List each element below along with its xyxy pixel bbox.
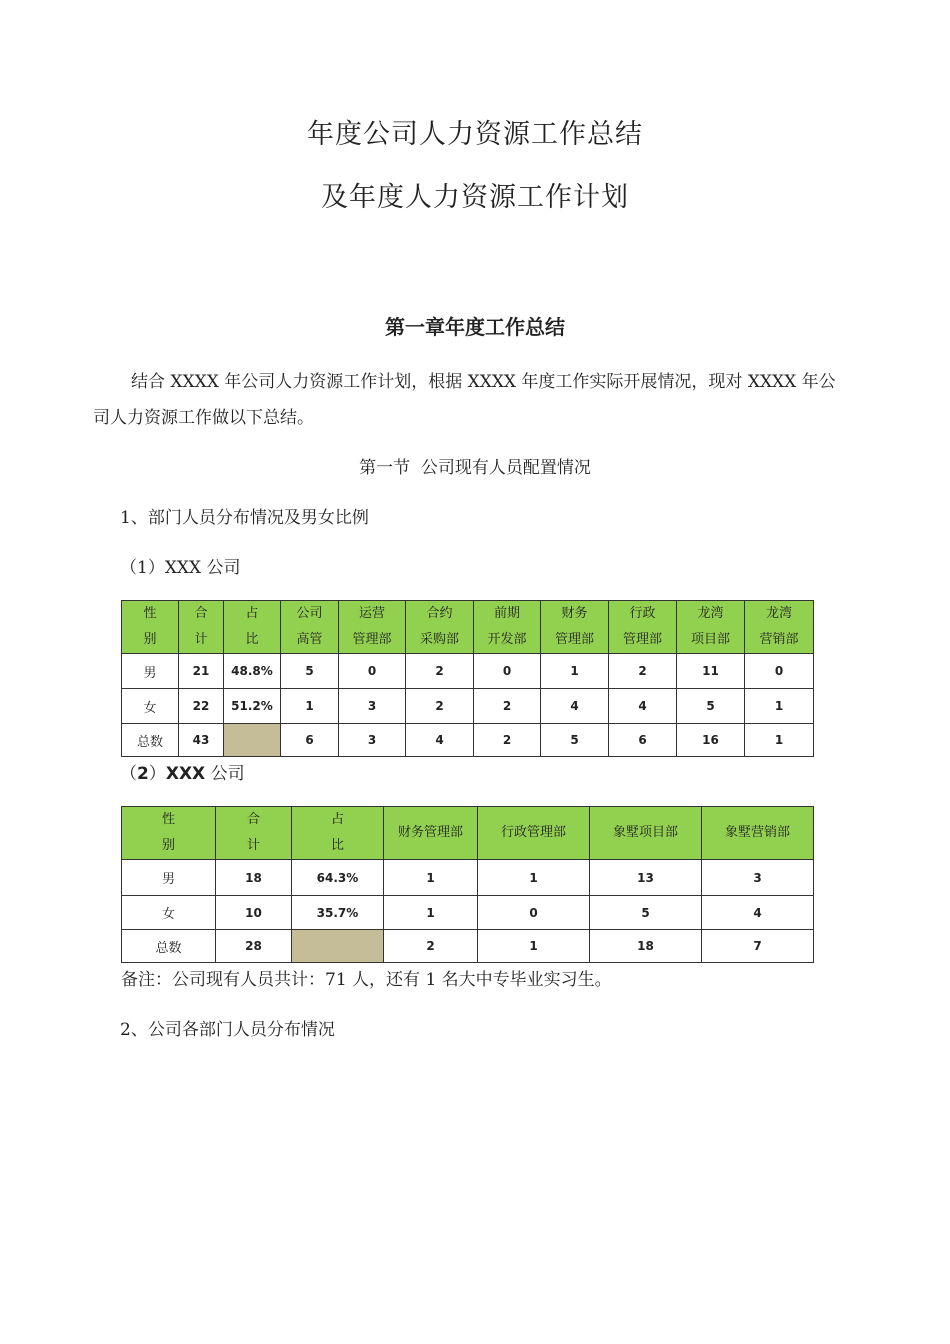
table-cell: 2 [474, 689, 541, 724]
table-cell: 3 [339, 689, 406, 724]
document-title-line-2: 及年度人力资源工作计划 [321, 182, 629, 213]
header-cell: 占 比 [292, 807, 384, 860]
table-cell: 0 [339, 654, 406, 689]
row-label: 男 [122, 654, 179, 689]
table-header-row [122, 601, 814, 654]
header-cell: 公司 高管 [281, 601, 339, 654]
table-cell: 2 [474, 724, 541, 757]
table-cell: 0 [478, 896, 590, 930]
table-cell: 51.2% [224, 689, 281, 724]
header-cell: 象墅营销部 [702, 807, 814, 860]
row-label: 总数 [122, 930, 216, 963]
header-cell: 合 计 [216, 807, 292, 860]
table-cell: 5 [281, 654, 339, 689]
header-cell: 占 比 [224, 601, 281, 654]
table-cell: 1 [745, 724, 814, 757]
header-cell: 合 计 [179, 601, 224, 654]
table-cell: 21 [179, 654, 224, 689]
row-label: 女 [122, 896, 216, 930]
header-cell: 象墅项目部 [590, 807, 702, 860]
table-cell: 2 [406, 689, 474, 724]
header-cell: 财务管理部 [384, 807, 478, 860]
header-cell: 龙湾 项目部 [677, 601, 745, 654]
row-label: 男 [122, 860, 216, 896]
table-cell: 3 [339, 724, 406, 757]
table-row-total [122, 724, 814, 757]
table-cell: 64.3% [292, 860, 384, 896]
table-cell: 1 [478, 930, 590, 963]
table-cell: 2 [384, 930, 478, 963]
table-cell: 1 [384, 860, 478, 896]
header-cell: 性 别 [122, 807, 216, 860]
subheading-company-1: （1）XXX 公司 [120, 558, 241, 578]
table-cell: 7 [702, 930, 814, 963]
empty-shaded-cell [224, 724, 281, 757]
table-cell: 43 [179, 724, 224, 757]
intro-paragraph-line-1: 结合 XXXX 年公司人力资源工作计划，根据 XXXX 年度工作实际开展情况，现对 XXXX 年公 [131, 372, 836, 392]
table-cell: 28 [216, 930, 292, 963]
table-cell: 4 [609, 689, 677, 724]
table-cell: 2 [609, 654, 677, 689]
table-cell: 1 [478, 860, 590, 896]
table-cell: 48.8% [224, 654, 281, 689]
header-cell: 合约 采购部 [406, 601, 474, 654]
table-cell: 5 [541, 724, 609, 757]
item-2-heading: 2、公司各部门人员分布情况 [120, 1020, 335, 1040]
table-cell: 1 [384, 896, 478, 930]
chapter-heading: 第一章年度工作总结 [385, 315, 565, 339]
table-cell: 18 [216, 860, 292, 896]
subheading-company-2: （2）XXX 公司 [120, 764, 245, 784]
table-row-female [122, 896, 814, 930]
header-cell: 龙湾 营销部 [745, 601, 814, 654]
header-cell: 运营 管理部 [339, 601, 406, 654]
item-1-heading: 1、部门人员分布情况及男女比例 [120, 508, 369, 528]
table-header-row [122, 807, 814, 860]
table-row-total [122, 930, 814, 963]
table-cell: 35.7% [292, 896, 384, 930]
section-heading: 第一节 公司现有人员配置情况 [359, 458, 591, 478]
table-row-male [122, 654, 814, 689]
table-cell: 18 [590, 930, 702, 963]
table-cell: 10 [216, 896, 292, 930]
document-title-line-1: 年度公司人力资源工作总结 [307, 119, 643, 150]
table-cell: 6 [609, 724, 677, 757]
header-cell: 财务 管理部 [541, 601, 609, 654]
table-cell: 2 [406, 654, 474, 689]
staff-table-company-2 [121, 806, 814, 963]
table-cell: 3 [702, 860, 814, 896]
table-cell: 16 [677, 724, 745, 757]
table-cell: 0 [745, 654, 814, 689]
row-label: 总数 [122, 724, 179, 757]
table-cell: 4 [406, 724, 474, 757]
empty-shaded-cell [292, 930, 384, 963]
header-cell: 行政管理部 [478, 807, 590, 860]
table-cell: 6 [281, 724, 339, 757]
table-row-male [122, 860, 814, 896]
table-cell: 22 [179, 689, 224, 724]
header-cell: 行政 管理部 [609, 601, 677, 654]
header-cell: 性 别 [122, 601, 179, 654]
row-label: 女 [122, 689, 179, 724]
intro-paragraph-line-2: 司人力资源工作做以下总结。 [93, 408, 314, 428]
header-cell: 前期 开发部 [474, 601, 541, 654]
table-cell: 5 [590, 896, 702, 930]
table-cell: 13 [590, 860, 702, 896]
table-cell: 0 [474, 654, 541, 689]
table-cell: 4 [541, 689, 609, 724]
table-cell: 4 [702, 896, 814, 930]
table-cell: 5 [677, 689, 745, 724]
note-text: 备注：公司现有人员共计：71 人，还有 1 名大中专毕业实习生。 [121, 970, 612, 990]
staff-table-company-1 [121, 600, 814, 757]
table-cell: 1 [745, 689, 814, 724]
table-cell: 1 [541, 654, 609, 689]
table-row-female [122, 689, 814, 724]
table-cell: 1 [281, 689, 339, 724]
table-cell: 11 [677, 654, 745, 689]
